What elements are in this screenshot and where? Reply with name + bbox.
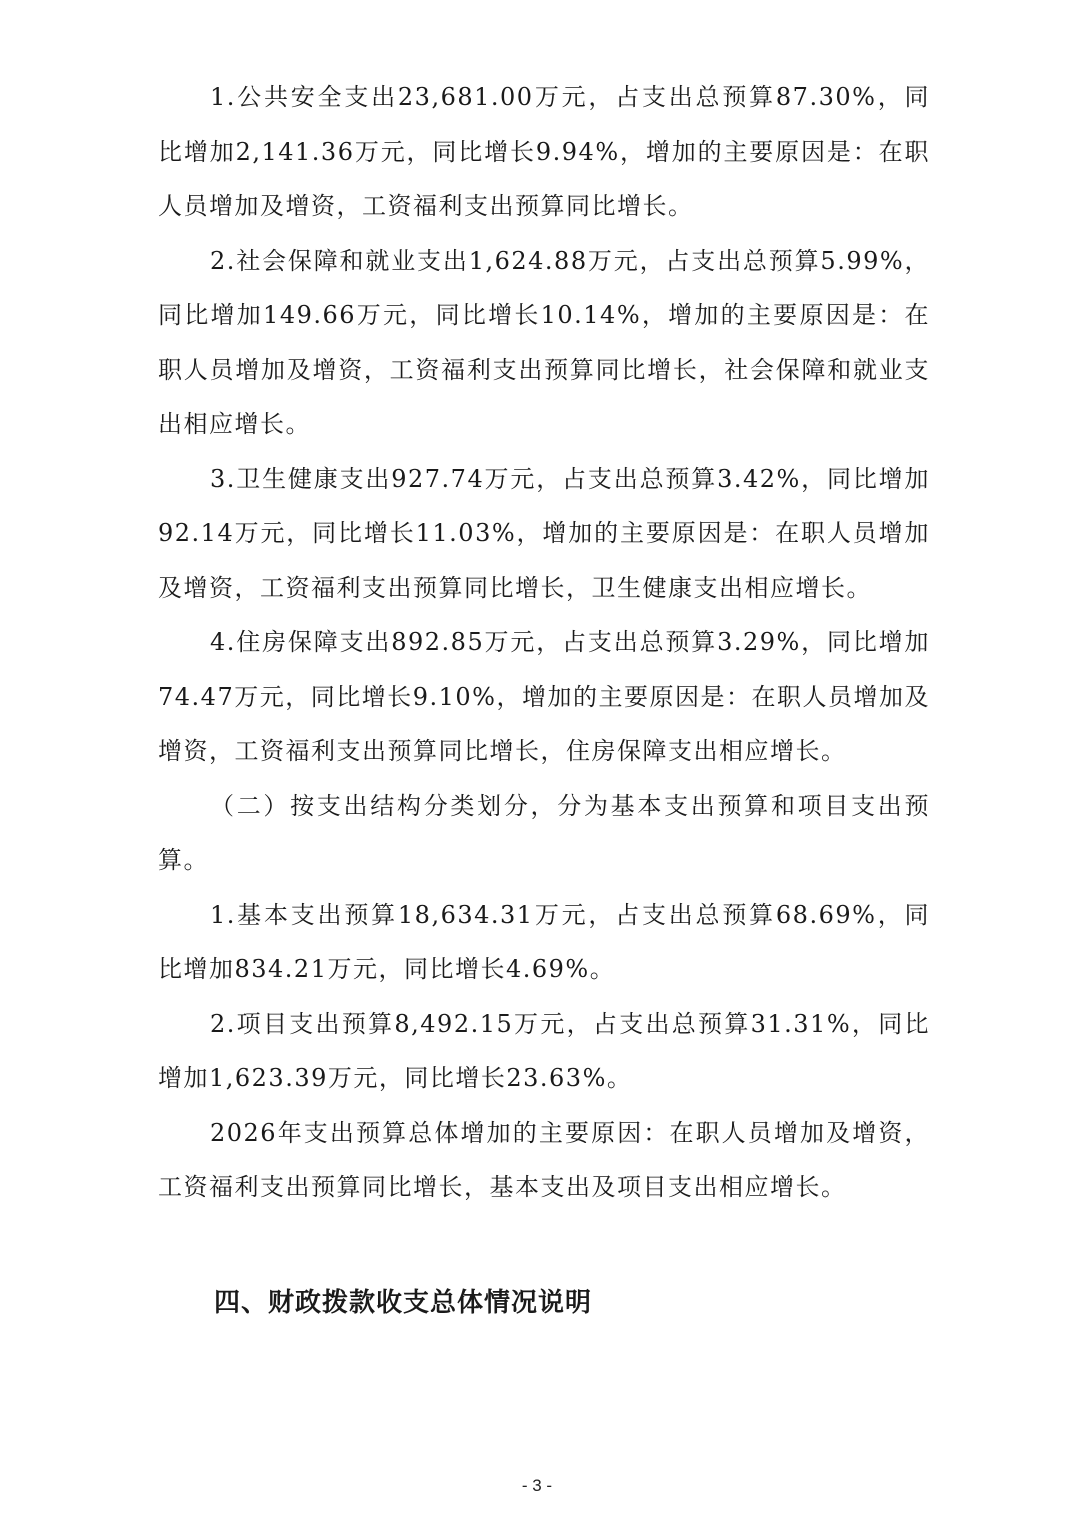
- paragraph-basic-expenditure: 1.基本支出预算18,634.31万元，占支出总预算68.69%，同比增加834.21万元，同比增长4.69%。: [158, 900, 930, 983]
- paragraph-structure-classification: （二）按支出结构分类划分，分为基本支出预算和项目支出预算。: [158, 791, 930, 874]
- page-number: - 3 -: [521, 1476, 553, 1495]
- paragraph-housing: 4.住房保障支出892.85万元，占支出总预算3.29%，同比增加74.47万元，同比增长9.10%，增加的主要原因是：在职人员增加及增资，工资福利支出预算同比增长，住房保障支出相应增长。: [158, 628, 930, 765]
- body-text: [158, 70, 930, 1215]
- paragraph-public-security: 1.公共安全支出23,681.00万元，占支出总预算87.30%，同比增加2,141.36万元，同比增长9.94%，增加的主要原因是：在职人员增加及增资，工资福利支出预算同比增长。: [158, 83, 930, 220]
- paragraph-health: 3.卫生健康支出927.74万元，占支出总预算3.42%，同比增加92.14万元，同比增长11.03%，增加的主要原因是：在职人员增加及增资，工资福利支出预算同比增长，卫生健康支出相应增长。: [158, 464, 930, 602]
- paragraph-project-expenditure: 2.项目支出预算8,492.15万元，占支出总预算31.31%，同比增加1,623.39万元，同比增长23.63%。: [158, 1009, 930, 1092]
- section-heading: 四、财政拨款收支总体情况说明: [214, 1288, 593, 1318]
- paragraph-overall-reason: 2026年支出预算总体增加的主要原因：在职人员增加及增资，工资福利支出预算同比增长，基本支出及项目支出相应增长。: [158, 1118, 930, 1201]
- paragraph-social-security: 2.社会保障和就业支出1,624.88万元，占支出总预算5.99%，同比增加149.66万元，同比增长10.14%，增加的主要原因是：在职人员增加及增资，工资福利支出预算同比增长，社会保障和就业支出相应增长。: [158, 246, 930, 438]
